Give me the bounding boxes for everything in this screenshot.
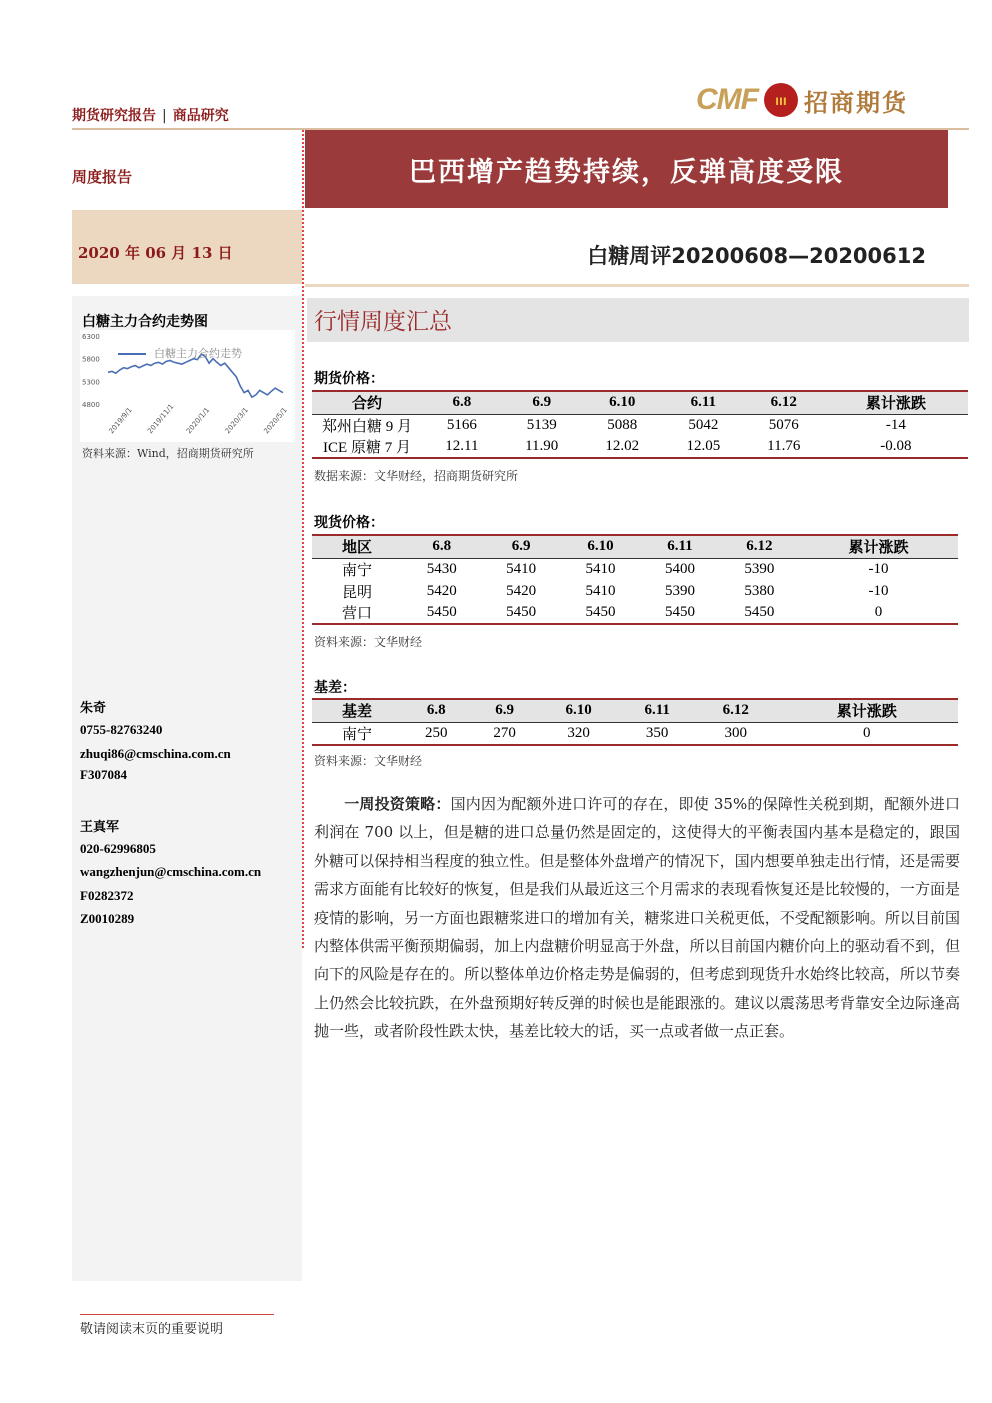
table-cell: 11.76 <box>744 436 824 458</box>
analyst-1-name: 朱奇 <box>80 700 107 715</box>
column-header: 6.10 <box>582 391 663 414</box>
cmf-logo <box>696 82 908 118</box>
category-separator: | <box>162 108 167 124</box>
table-cell: 5450 <box>402 602 481 624</box>
analyst-2-license-2: Z0010289 <box>80 911 135 926</box>
report-subtitle: 白糖周评20200608—20200612 <box>587 244 926 268</box>
y-tick-label: 5800 <box>82 355 100 364</box>
table-cell: ICE 原糖 7 月 <box>312 436 422 458</box>
table-cell: 南宁 <box>312 722 402 745</box>
column-header: 6.10 <box>561 535 640 558</box>
column-header: 累计涨跌 <box>824 391 968 414</box>
table-cell: 320 <box>539 722 619 745</box>
table-cell: 5450 <box>720 602 799 624</box>
table-cell: 5410 <box>585 582 616 599</box>
table-cell: 5430 <box>426 560 457 577</box>
x-tick-label: 2019/11/1 <box>146 402 176 436</box>
table-cell: 5139 <box>526 416 557 433</box>
column-header: 6.11 <box>640 535 719 558</box>
analyst-2-email[interactable]: wangzhenjun@cmschina.com.cn <box>80 864 262 879</box>
table-cell: 昆明 <box>341 584 372 601</box>
x-tick-label: 2020/5/1 <box>262 406 289 436</box>
column-header: 合约 <box>312 391 422 414</box>
sidebar-chart-title: 白糖主力合约走势图 <box>82 314 208 330</box>
sidebar-chart-source: 资料来源：Wind，招商期货研究所 <box>82 447 254 460</box>
table-cell: 郑州白糖 9 月 <box>321 418 412 435</box>
column-header: 6.9 <box>502 391 582 414</box>
table-cell: 5390 <box>744 560 775 577</box>
footer-rule <box>80 1314 274 1315</box>
logo-en: CMF <box>696 83 758 116</box>
spot-table <box>312 534 958 625</box>
analyst-2-name: 王真军 <box>80 819 120 834</box>
table-header-row <box>312 699 958 722</box>
column-header: 6.8 <box>422 391 502 414</box>
table-cell: -10 <box>868 582 889 599</box>
table-cell: -10 <box>868 560 889 577</box>
analyst-2-license: F0282372 <box>80 888 134 903</box>
table-row <box>312 580 958 602</box>
table-cell: 营口 <box>312 602 402 624</box>
table-cell: 5076 <box>768 416 799 433</box>
strategy-paragraph <box>314 790 960 1046</box>
x-tick-label: 2020/3/1 <box>223 406 250 436</box>
title-banner <box>305 130 948 208</box>
spot-source: 资料来源：文华财经 <box>314 635 423 649</box>
report-category <box>72 105 229 125</box>
table-row <box>312 414 968 436</box>
y-tick-label: 5300 <box>82 378 100 387</box>
table-cell: 5400 <box>664 560 695 577</box>
logo-emblem-icon: ııı <box>764 83 798 117</box>
futures-table <box>312 390 968 459</box>
table-header-row <box>312 535 958 558</box>
table-cell: 5450 <box>640 602 719 624</box>
x-tick-label: 2019/9/1 <box>107 406 134 436</box>
table-header-row <box>312 391 968 414</box>
table-cell: 5420 <box>506 582 537 599</box>
table-cell: 5166 <box>446 416 477 433</box>
footer-note: 敬请阅读末页的重要说明 <box>80 1322 224 1337</box>
section-title: 行情周度汇总 <box>314 309 452 335</box>
table-cell: 0 <box>799 602 958 624</box>
category-secondary: 商品研究 <box>172 108 229 124</box>
sugar-price-chart <box>80 330 295 442</box>
section-header <box>307 298 969 342</box>
table-cell: 5450 <box>481 602 560 624</box>
column-header: 6.12 <box>696 699 776 722</box>
spot-label: 现货价格： <box>314 515 384 531</box>
report-date: 2020 年 06 月 13 日 <box>78 244 233 262</box>
strategy-text: 国内因为配额外进口许可的存在，即使 35%的保障性关税到期，配额外进口利润在 700 以上，但是糖的进口总量仍然是固定的，这使得大的平衡表国内基本是稳定的，跟国外糖可以保持相当程度的独立性。但是整体外盘增产的情况下，国内想要单独走出行情，还是需要需求方面能有比较好的恢复，但是我们从最近这三个月需求的表现看恢复还是比较慢的，一方面是疫情的影响，另一方面也跟糖浆进口的增加有关，糖浆进口关税更低，不受配额影响。所以目前国内整体供需平衡预期偏弱，加上内盘糖价明显高于外盘，所以目前国内糖价向上的驱动看不到，但向下的风险是存在的。所以整体单边价格走势是偏弱的，但考虑到现货升水始终比较高，所以节奏上仍然会比较抗跌，在外盘预期好转反弹的时候也是能跟涨的。建议以震荡思考背靠安全边际逢高抛一些，或者阶段性跌太快，基差比较大的话，买一点或者做一点正套。 <box>314 795 960 1041</box>
y-tick-label: 6300 <box>82 333 100 341</box>
subtitle-rule <box>305 284 969 287</box>
table-cell: 5042 <box>688 416 719 433</box>
column-header: 累计涨跌 <box>799 535 958 558</box>
table-cell: 0 <box>776 722 958 745</box>
table-cell: 5390 <box>664 582 695 599</box>
analyst-1-email[interactable]: zhuqi86@cmschina.com.cn <box>80 746 231 761</box>
column-header: 6.8 <box>402 699 470 722</box>
basis-source: 资料来源：文华财经 <box>314 754 423 768</box>
table-cell: -14 <box>885 416 906 433</box>
futures-label: 期货价格： <box>314 371 384 387</box>
table-cell: 5410 <box>506 560 537 577</box>
column-header: 基差 <box>312 699 402 722</box>
basis-label: 基差： <box>314 680 356 696</box>
y-tick-label: 4800 <box>82 401 100 409</box>
table-cell: 300 <box>696 722 776 745</box>
category-primary: 期货研究报告 <box>72 108 156 124</box>
table-row <box>312 722 958 745</box>
column-header: 6.9 <box>470 699 538 722</box>
column-header: 累计涨跌 <box>776 699 958 722</box>
page-title: 巴西增产趋势持续，反弹高度受限 <box>409 156 844 188</box>
analyst-1-phone: 0755-82763240 <box>80 722 163 737</box>
column-header: 6.10 <box>539 699 619 722</box>
table-cell: 270 <box>470 722 538 745</box>
table-cell: 12.11 <box>422 436 502 458</box>
analyst-1-license: F307084 <box>80 767 127 782</box>
table-cell: 250 <box>402 722 470 745</box>
analyst-2-phone: 020-62996805 <box>80 841 156 856</box>
sidebar-divider <box>302 130 304 948</box>
column-header: 6.8 <box>402 535 481 558</box>
legend-label: 白糖主力合约走势 <box>154 347 242 360</box>
column-header: 6.11 <box>619 699 696 722</box>
table-cell: 12.02 <box>582 436 663 458</box>
table-cell: 12.05 <box>663 436 744 458</box>
table-cell: 5420 <box>426 582 457 599</box>
column-header: 6.12 <box>744 391 824 414</box>
futures-source: 数据来源：文华财经，招商期货研究所 <box>314 469 519 483</box>
column-header: 6.12 <box>720 535 799 558</box>
table-row <box>312 436 968 458</box>
table-cell: 5450 <box>561 602 640 624</box>
table-row <box>312 602 958 624</box>
table-cell: 5380 <box>744 582 775 599</box>
basis-table <box>312 698 958 746</box>
logo-cn: 招商期货 <box>803 88 908 117</box>
table-cell: 5410 <box>585 560 616 577</box>
column-header: 6.11 <box>663 391 744 414</box>
column-header: 地区 <box>312 535 402 558</box>
x-tick-label: 2020/1/1 <box>184 406 212 436</box>
column-header: 6.9 <box>481 535 560 558</box>
table-cell: 350 <box>619 722 696 745</box>
table-cell: 5088 <box>607 416 638 433</box>
table-cell: -0.08 <box>824 436 968 458</box>
strategy-label: 一周投资策略： <box>344 795 451 813</box>
date-box <box>72 210 302 284</box>
table-cell: 南宁 <box>341 562 372 579</box>
table-cell: 11.90 <box>502 436 582 458</box>
sidebar <box>72 296 302 1281</box>
table-row <box>312 558 958 580</box>
report-type: 周度报告 <box>72 168 133 186</box>
